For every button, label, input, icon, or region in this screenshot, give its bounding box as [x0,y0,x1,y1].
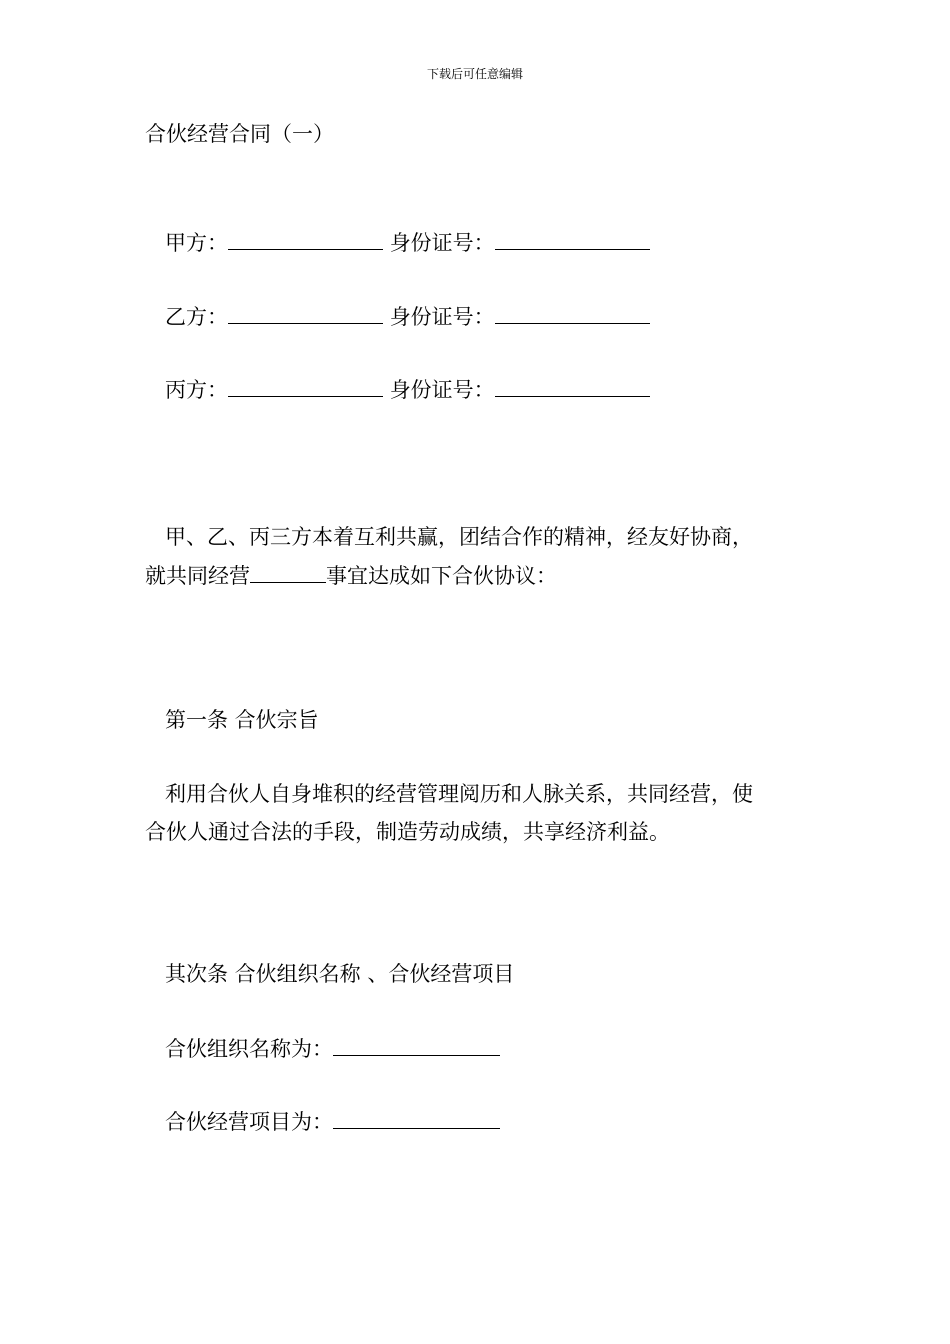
document-title: 合伙经营合同（一） [145,122,334,146]
org-name-line [165,1034,500,1063]
preamble-line-2 [145,561,557,590]
business-blank [250,561,326,583]
party-a-line [165,228,650,257]
project-line [165,1107,500,1136]
project-blank [333,1107,500,1129]
party-b-label: 乙方： [165,305,228,329]
party-c-id-blank [495,375,650,397]
preamble-text-after: 事宜达成如下合伙协议： [326,564,557,588]
article-1-line-1: 利用合伙人自身堆积的经营管理阅历和人脉关系，共同经营，使 [165,782,753,806]
party-a-id-blank [495,228,650,250]
party-c-name-blank [228,375,383,397]
article-1-heading: 第一条 合伙宗旨 [165,708,319,732]
preamble-text-before: 就共同经营 [145,564,250,588]
org-name-blank [333,1034,500,1056]
party-a-label: 甲方： [165,231,228,255]
party-a-id-label: 身份证号： [389,231,495,255]
page-header: 下载后可任意编辑 [426,67,523,81]
project-label: 合伙经营项目为： [165,1110,333,1134]
article-1-line-2: 合伙人通过合法的手段，制造劳动成绩，共享经济利益。 [145,820,670,844]
article-2-heading: 其次条 合伙组织名称 、合伙经营项目 [165,962,515,986]
party-c-id-label: 身份证号： [389,378,495,402]
party-b-line [165,302,650,331]
party-c-line [165,375,650,404]
party-b-id-blank [495,302,650,324]
org-name-label: 合伙组织名称为： [165,1037,333,1061]
party-b-id-label: 身份证号： [389,305,495,329]
party-a-name-blank [228,228,383,250]
party-b-name-blank [228,302,383,324]
preamble-line-1: 甲、乙、丙三方本着互利共赢，团结合作的精神，经友好协商， [165,525,753,549]
party-c-label: 丙方： [165,378,228,402]
